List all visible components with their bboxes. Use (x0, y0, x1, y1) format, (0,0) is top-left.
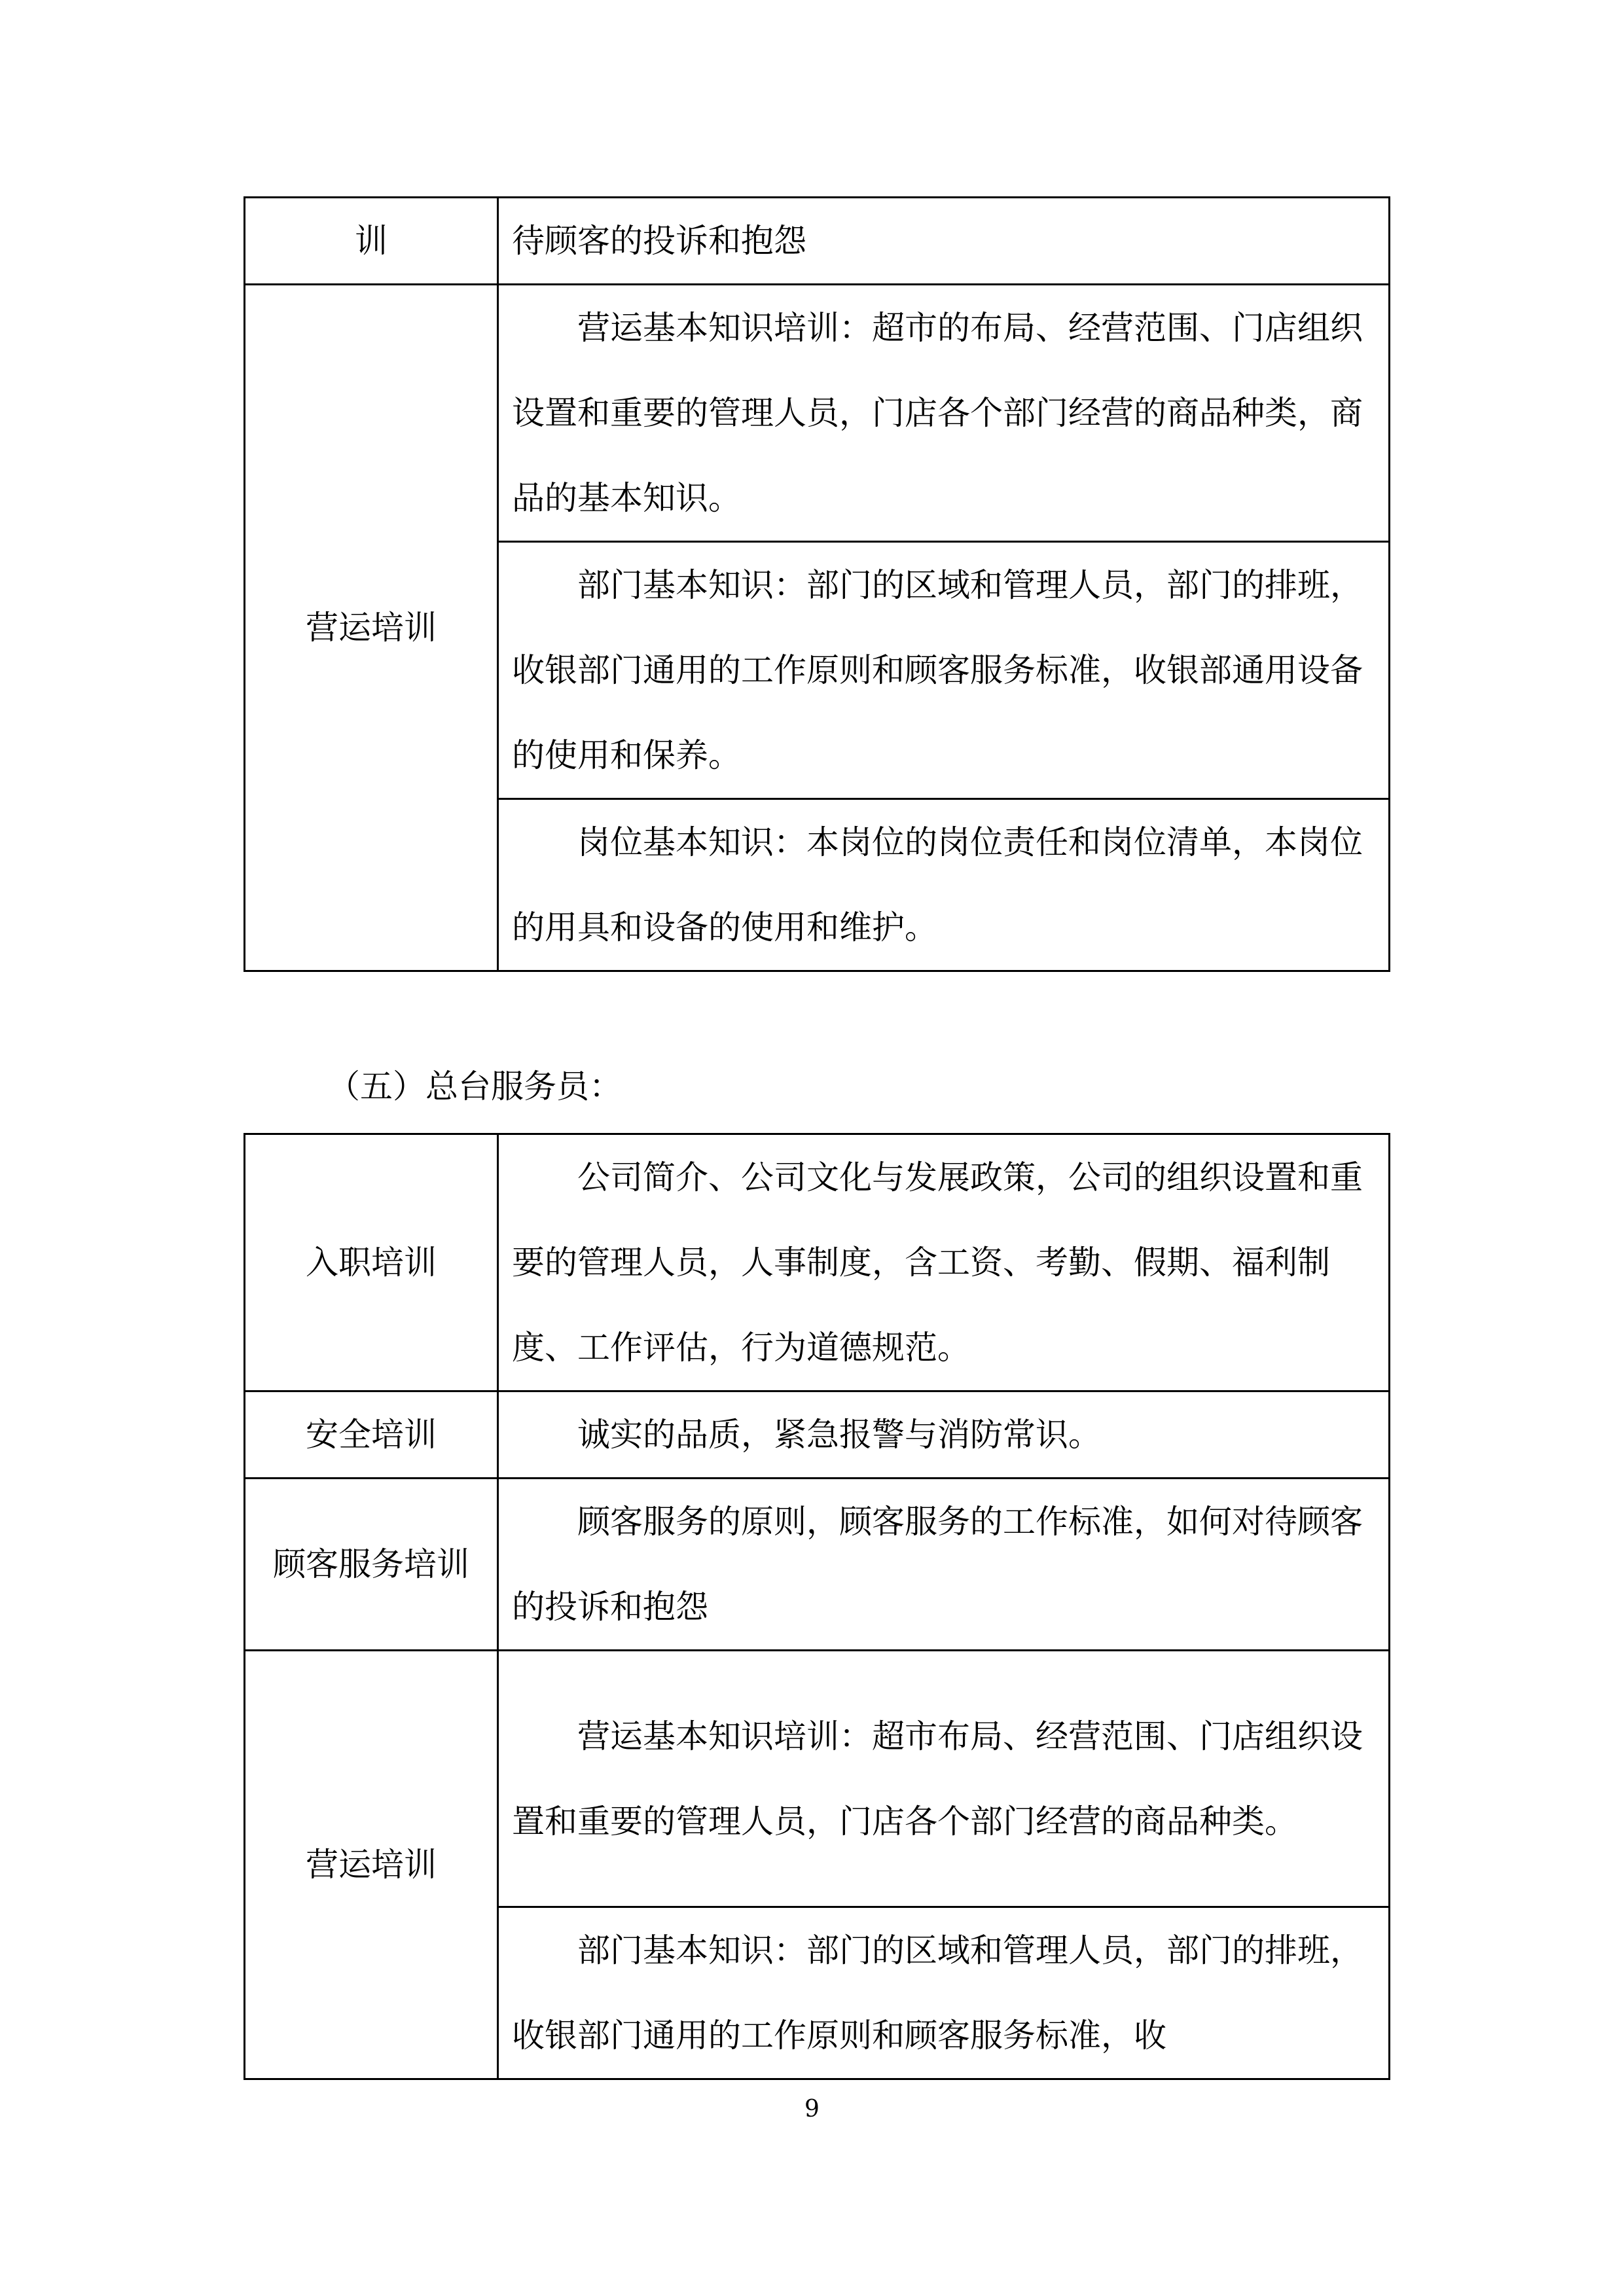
training-table-front-desk (244, 1133, 1390, 2080)
table-row (245, 1651, 1390, 1907)
training-content-cell (498, 1907, 1390, 2079)
table-row (245, 285, 1390, 542)
training-content-cell (498, 799, 1390, 971)
training-content-text: 部门基本知识：部门的区域和管理人员，部门的排班，收银部门通用的工作原则和顾客服务标准，收 (512, 1931, 1363, 2054)
training-content-text: 部门基本知识：部门的区域和管理人员，部门的排班，收银部门通用的工作原则和顾客服务标准，收银部通用设备的使用和保养。 (512, 566, 1363, 774)
training-table-cashier-continued (244, 196, 1390, 972)
training-type-label: 顾客服务培训 (273, 1545, 469, 1583)
training-type-cell (245, 1134, 498, 1391)
training-content-cell (498, 1479, 1390, 1651)
training-content-text: 诚实的品质，紧急报警与消防常识。 (577, 1416, 1101, 1454)
page-number: 9 (804, 2096, 820, 2123)
training-content-cell (498, 285, 1390, 542)
training-content-cell (498, 542, 1390, 799)
training-type-cell (245, 285, 498, 971)
training-content-text: 待顾客的投诉和抱怨 (512, 222, 806, 260)
training-type-cell (245, 198, 498, 285)
training-type-label: 营运培训 (306, 609, 437, 647)
table-row (245, 1479, 1390, 1651)
table-row (245, 1134, 1390, 1391)
training-type-label: 安全培训 (306, 1416, 437, 1454)
training-content-cell (498, 1651, 1390, 1907)
training-type-label: 营运培训 (306, 1846, 437, 1884)
training-content-text: 顾客服务的原则，顾客服务的工作标准，如何对待顾客的投诉和抱怨 (512, 1503, 1363, 1626)
table-row (245, 198, 1390, 285)
training-type-cell (245, 1391, 498, 1479)
training-content-text: 岗位基本知识：本岗位的岗位责任和岗位清单，本岗位的用具和设备的使用和维护。 (512, 823, 1363, 946)
training-type-cell (245, 1479, 498, 1651)
training-type-cell (245, 1651, 498, 2079)
training-content-text: 公司简介、公司文化与发展政策，公司的组织设置和重要的管理人员，人事制度，含工资、考勤、假期、福利制度、工作评估，行为道德规范。 (512, 1158, 1363, 1367)
training-content-cell (498, 1134, 1390, 1391)
training-content-text: 营运基本知识培训：超市布局、经营范围、门店组织设置和重要的管理人员，门店各个部门经营的商品种类。 (512, 1717, 1363, 1840)
training-content-text: 营运基本知识培训：超市的布局、经营范围、门店组织设置和重要的管理人员，门店各个部门经营的商品种类，商品的基本知识。 (512, 309, 1363, 517)
training-type-label: 入职培训 (306, 1244, 437, 1282)
training-content-cell (498, 1391, 1390, 1479)
training-content-cell (498, 198, 1390, 285)
training-type-label: 训 (355, 222, 388, 260)
section-heading: （五）总台服务员： (327, 1067, 622, 1105)
table-row (245, 1391, 1390, 1479)
